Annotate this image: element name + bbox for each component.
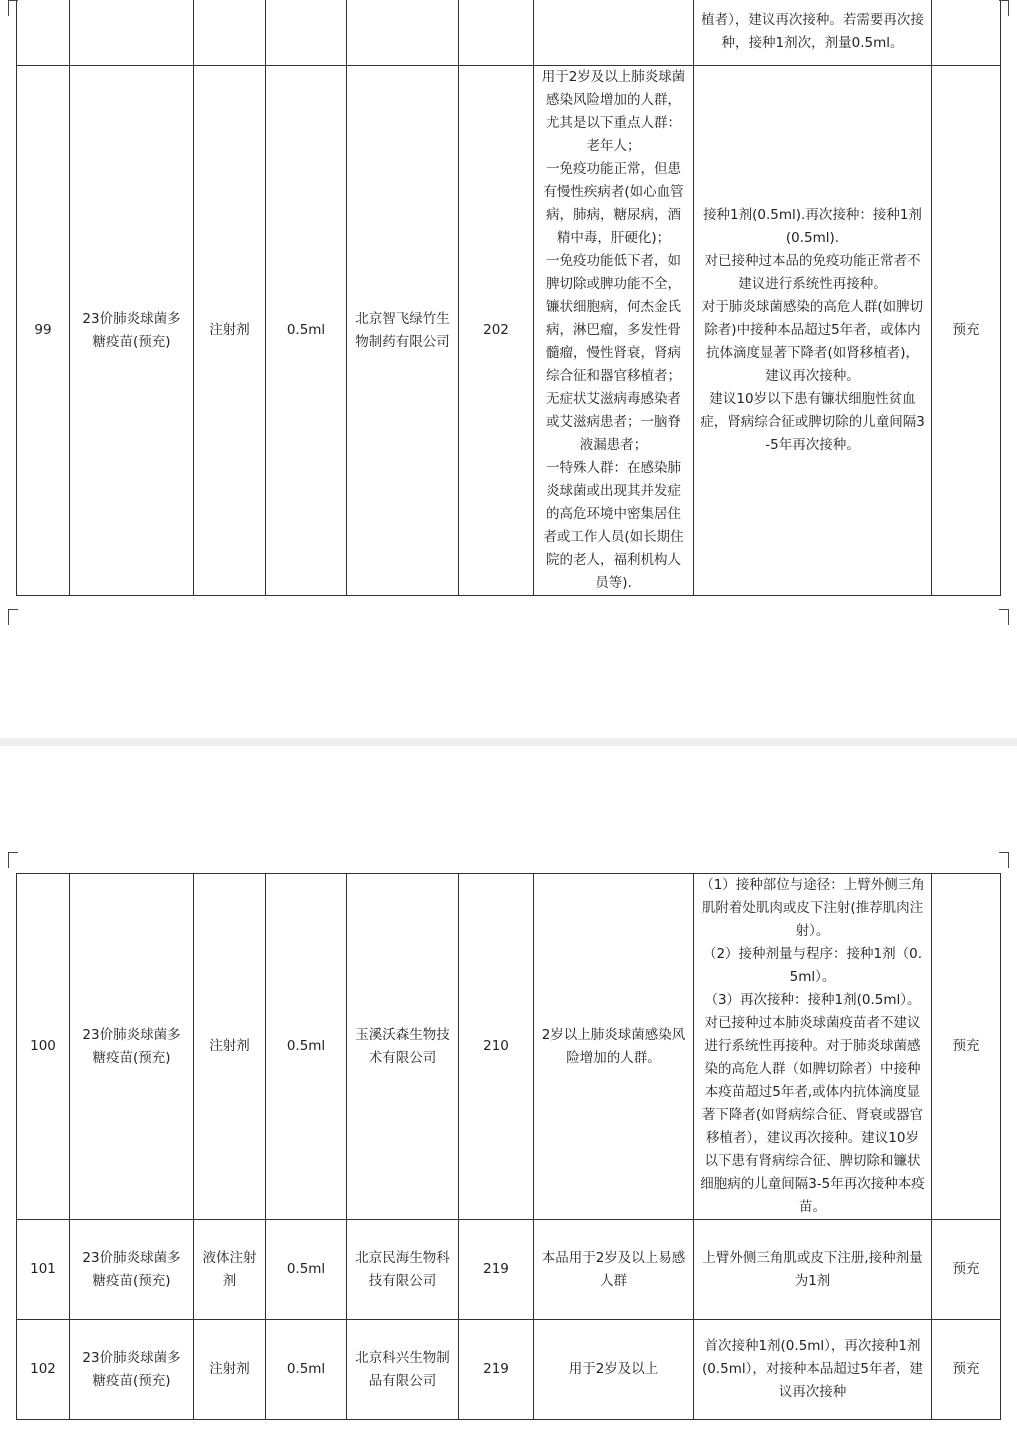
population-line: 用于2岁及以上肺炎球菌感染风险增加的人群，尤其是以下重点人群：老年人； xyxy=(541,69,686,154)
cell-form: 注射剂 xyxy=(194,874,266,1220)
cell-usage xyxy=(694,66,932,596)
cell-remark: 预充 xyxy=(932,1220,1001,1320)
cell-name: 23价肺炎球菌多糖疫苗(预充) xyxy=(70,1220,194,1320)
page-separator xyxy=(0,738,1017,746)
cell-population xyxy=(534,66,694,596)
cell-remark: 预充 xyxy=(932,66,1001,596)
cell-name xyxy=(70,0,194,66)
cell-remark xyxy=(932,0,1001,66)
vaccine-table-page-1 xyxy=(16,0,1001,596)
document-page-2 xyxy=(0,746,1017,1431)
usage-line: （2）接种剂量与程序：接种1剂（0.5ml）。 xyxy=(702,946,923,985)
cell-usage: 首次接种1剂(0.5ml），再次接种1剂(0.5ml），对接种本品超过5年者，建议再次接种 xyxy=(694,1320,932,1420)
cell-name: 23价肺炎球菌多糖疫苗(预充) xyxy=(70,66,194,596)
table-row xyxy=(17,1220,1001,1320)
cell-no: 99 xyxy=(17,66,70,596)
usage-line: （3）再次接种：接种1剂(0.5ml）。对已接种过本肺炎球菌疫苗者不建议进行系统性再接种。对于肺炎球菌感染的高危人群（如脾切除者）中接种本疫苗超过5年者,或体内抗体滴度显著下降者(如肾病综合征、肾衰或器官移植者），建议再次接种。建议10岁以下患有肾病综合征、脾切除和镰状细胞病的儿童间隔3-5年再次接种本疫苗。 xyxy=(700,992,925,1215)
cell-spec: 0.5ml xyxy=(266,1220,347,1320)
cell-company: 玉溪沃森生物技术有限公司 xyxy=(347,874,459,1220)
population-line: 一特殊人群：在感染肺炎球菌或出现其并发症的高危环境中密集居住者或工作人员(如长期住院的老人，福利机构人员等). xyxy=(543,460,684,591)
table-row xyxy=(17,1320,1001,1420)
usage-line: 对于肺炎球菌感染的高危人群(如脾切除者)中接种本品超过5年者，或体内抗体滴度显著下降者(如肾移植者)，建议再次接种。 xyxy=(701,299,924,384)
cell-usage xyxy=(694,874,932,1220)
cell-code: 210 xyxy=(459,874,534,1220)
cell-population: 用于2岁及以上 xyxy=(534,1320,694,1420)
cell-population: 2岁以上肺炎球菌感染风险增加的人群。 xyxy=(534,874,694,1220)
cell-company: 北京民海生物科技有限公司 xyxy=(347,1220,459,1320)
cell-form: 注射剂 xyxy=(194,66,266,596)
table-row xyxy=(17,874,1001,1220)
cell-company: 北京智飞绿竹生物制药有限公司 xyxy=(347,66,459,596)
vaccine-table-page-2 xyxy=(16,873,1001,1420)
cell-name: 23价肺炎球菌多糖疫苗(预充) xyxy=(70,1320,194,1420)
usage-line: （1）接种部位与途径：上臂外侧三角肌附着处肌肉或皮下注射(推荐肌肉注射）。 xyxy=(700,877,925,939)
cell-code xyxy=(459,0,534,66)
cell-code: 219 xyxy=(459,1320,534,1420)
population-line: 无症状艾滋病毒感染者或艾滋病患者；一脑脊液漏患者； xyxy=(546,391,681,453)
usage-line: 建议10岁以下患有镰状细胞性贫血症，肾病综合征或脾切除的儿童间隔3-5年再次接种。 xyxy=(700,391,925,453)
cell-remark: 预充 xyxy=(932,874,1001,1220)
table-row xyxy=(17,66,1001,596)
population-line: 一免疫功能正常，但患有慢性疾病者(如心血管病，肺病，糖尿病，酒精中毒，肝硬化)； xyxy=(543,161,684,246)
cell-company xyxy=(347,0,459,66)
cell-no: 101 xyxy=(17,1220,70,1320)
cell-usage: 植者），建议再次接种。若需要再次接种，接种1剂次，剂量0.5ml。 xyxy=(694,0,932,66)
cell-form: 液体注射剂 xyxy=(194,1220,266,1320)
table-row-continued xyxy=(17,0,1001,66)
cell-code: 202 xyxy=(459,66,534,596)
cell-no xyxy=(17,0,70,66)
cell-population xyxy=(534,0,694,66)
usage-line: 对已接种过本品的免疫功能正常者不建议进行系统性再接种。 xyxy=(704,253,921,292)
cell-spec: 0.5ml xyxy=(266,66,347,596)
cell-spec xyxy=(266,0,347,66)
cell-remark: 预充 xyxy=(932,1320,1001,1420)
cell-spec: 0.5ml xyxy=(266,874,347,1220)
cell-form xyxy=(194,0,266,66)
cell-form: 注射剂 xyxy=(194,1320,266,1420)
cell-population: 本品用于2岁及以上易感人群 xyxy=(534,1220,694,1320)
cell-company: 北京科兴生物制品有限公司 xyxy=(347,1320,459,1420)
cell-no: 102 xyxy=(17,1320,70,1420)
cell-usage: 上臂外侧三角肌或皮下注册,接种剂量为1剂 xyxy=(694,1220,932,1320)
cell-spec: 0.5ml xyxy=(266,1320,347,1420)
cell-name: 23价肺炎球菌多糖疫苗(预充) xyxy=(70,874,194,1220)
usage-line: 接种1剂(0.5ml).再次接种：接种1剂(0.5ml). xyxy=(703,207,922,246)
cell-no: 100 xyxy=(17,874,70,1220)
population-line: 一免疫功能低下者，如脾切除或脾功能不全，镰状细胞病，何杰金氏病，淋巴瘤，多发性骨髓瘤，慢性肾衰，肾病综合征和器官移植者； xyxy=(546,253,681,384)
cell-code: 219 xyxy=(459,1220,534,1320)
